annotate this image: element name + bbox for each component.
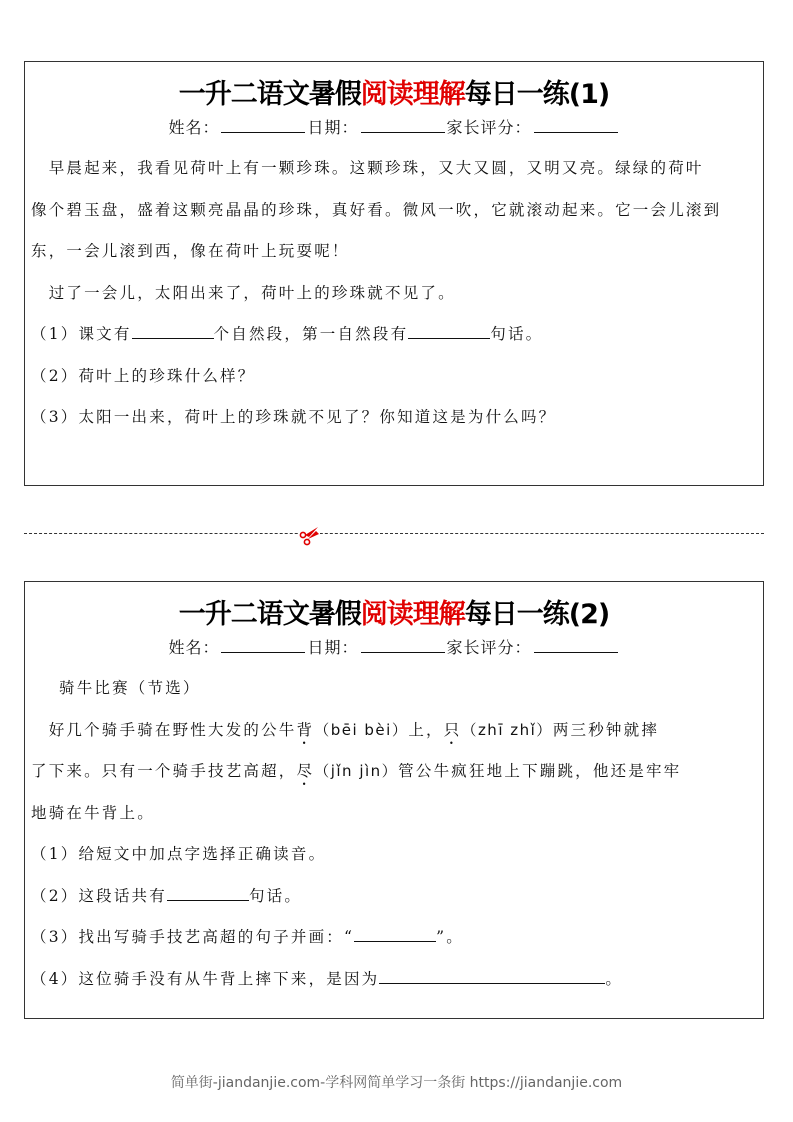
answer-blank[interactable] xyxy=(354,927,436,942)
cut-line-divider xyxy=(24,533,764,534)
exercise-2-title xyxy=(25,592,763,631)
passage-text: 好几个骑手骑在野性大发的公牛 xyxy=(31,721,297,739)
question-text: （3）找出写骑手技艺高超的句子并画：“ xyxy=(31,928,355,946)
question-text: （2）这段话共有 xyxy=(31,887,167,905)
dotted-char: 背 xyxy=(296,721,315,739)
passage-line: 过了一会儿，太阳出来了，荷叶上的珍珠就不见了。 xyxy=(31,284,456,302)
name-field[interactable] xyxy=(221,638,305,653)
question-1 xyxy=(31,322,757,344)
name-label: 姓名： xyxy=(168,638,220,657)
date-label: 日期： xyxy=(307,638,359,657)
question-3: （3）太阳一出来，荷叶上的珍珠就不见了？你知道这是为什么吗？ xyxy=(31,408,557,426)
date-field[interactable] xyxy=(361,638,445,653)
question-text: 句话。 xyxy=(490,325,544,343)
question-text: 个自然段，第一自然段有 xyxy=(213,325,409,343)
passage-text: 两三秒钟就摔 xyxy=(552,721,660,739)
title-prefix: 一升二语文暑假 xyxy=(178,79,361,110)
passage-line: 像个碧玉盘，盛着这颗亮晶晶的珍珠，真好看。微风一吹，它就滚动起来。它一会儿滚到 xyxy=(31,201,722,219)
question-text: 句话。 xyxy=(248,887,303,905)
passage-text: 了下来。只有一个骑手技艺高超， xyxy=(31,762,297,780)
passage-text: 上， xyxy=(408,721,444,739)
passage-line: 早晨起来，我看见荷叶上有一颗珍珠。这颗珍珠，又大又圆，又明又亮。绿绿的荷叶 xyxy=(31,159,704,177)
passage-text: 管公牛疯狂地上下蹦跳，他还是牢牢 xyxy=(398,762,682,780)
question-4 xyxy=(31,967,757,989)
title-prefix: 一升二语文暑假 xyxy=(178,599,361,630)
answer-blank[interactable] xyxy=(132,324,214,339)
title-highlight: 阅读理解 xyxy=(360,79,465,110)
date-label: 日期： xyxy=(307,118,359,137)
pinyin-options: （jǐn jìn） xyxy=(314,762,399,780)
title-suffix: 每日一练(2) xyxy=(464,599,610,630)
name-field[interactable] xyxy=(221,118,305,133)
scissors-icon xyxy=(298,526,320,546)
pinyin-options: （bēi bèi） xyxy=(314,721,409,739)
student-info-row xyxy=(25,635,763,658)
passage-line: 东，一会儿滚到西，像在荷叶上玩耍呢！ xyxy=(31,242,350,260)
question-2: （2）荷叶上的珍珠什么样？ xyxy=(31,367,256,385)
question-text: ”。 xyxy=(436,928,464,946)
question-text: 。 xyxy=(605,970,624,988)
question-3 xyxy=(31,925,757,947)
title-highlight: 阅读理解 xyxy=(360,599,465,630)
exercise-1-card xyxy=(24,61,764,486)
passage-subtitle: 骑牛比赛（节选） xyxy=(59,679,201,697)
score-label: 家长评分： xyxy=(446,118,532,137)
score-field[interactable] xyxy=(534,638,618,653)
student-info-row xyxy=(25,115,763,138)
question-2 xyxy=(31,884,757,906)
name-label: 姓名： xyxy=(168,118,220,137)
passage-line xyxy=(31,759,757,789)
title-suffix: 每日一练(1) xyxy=(464,79,610,110)
answer-blank[interactable] xyxy=(408,324,490,339)
dotted-char: 尽 xyxy=(296,762,315,780)
passage-line xyxy=(31,718,757,748)
score-field[interactable] xyxy=(534,118,618,133)
dotted-char: 只 xyxy=(443,721,462,739)
exercise-2-card xyxy=(24,581,764,1019)
footer-watermark: 简单街-jiandanjie.com-学科网简单学习一条街 https://jiandanjie.com xyxy=(170,1075,623,1091)
date-field[interactable] xyxy=(361,118,445,133)
exercise-1-title xyxy=(25,72,763,111)
answer-blank[interactable] xyxy=(167,886,249,901)
score-label: 家长评分： xyxy=(446,638,532,657)
question-1: （1）给短文中加点字选择正确读音。 xyxy=(31,845,327,863)
answer-blank[interactable] xyxy=(379,969,605,984)
pinyin-options: （zhī zhǐ） xyxy=(461,721,553,739)
question-text: （4）这位骑手没有从牛背上摔下来，是因为 xyxy=(31,970,380,988)
passage-line: 地骑在牛背上。 xyxy=(31,804,155,822)
question-text: （1）课文有 xyxy=(31,325,132,343)
